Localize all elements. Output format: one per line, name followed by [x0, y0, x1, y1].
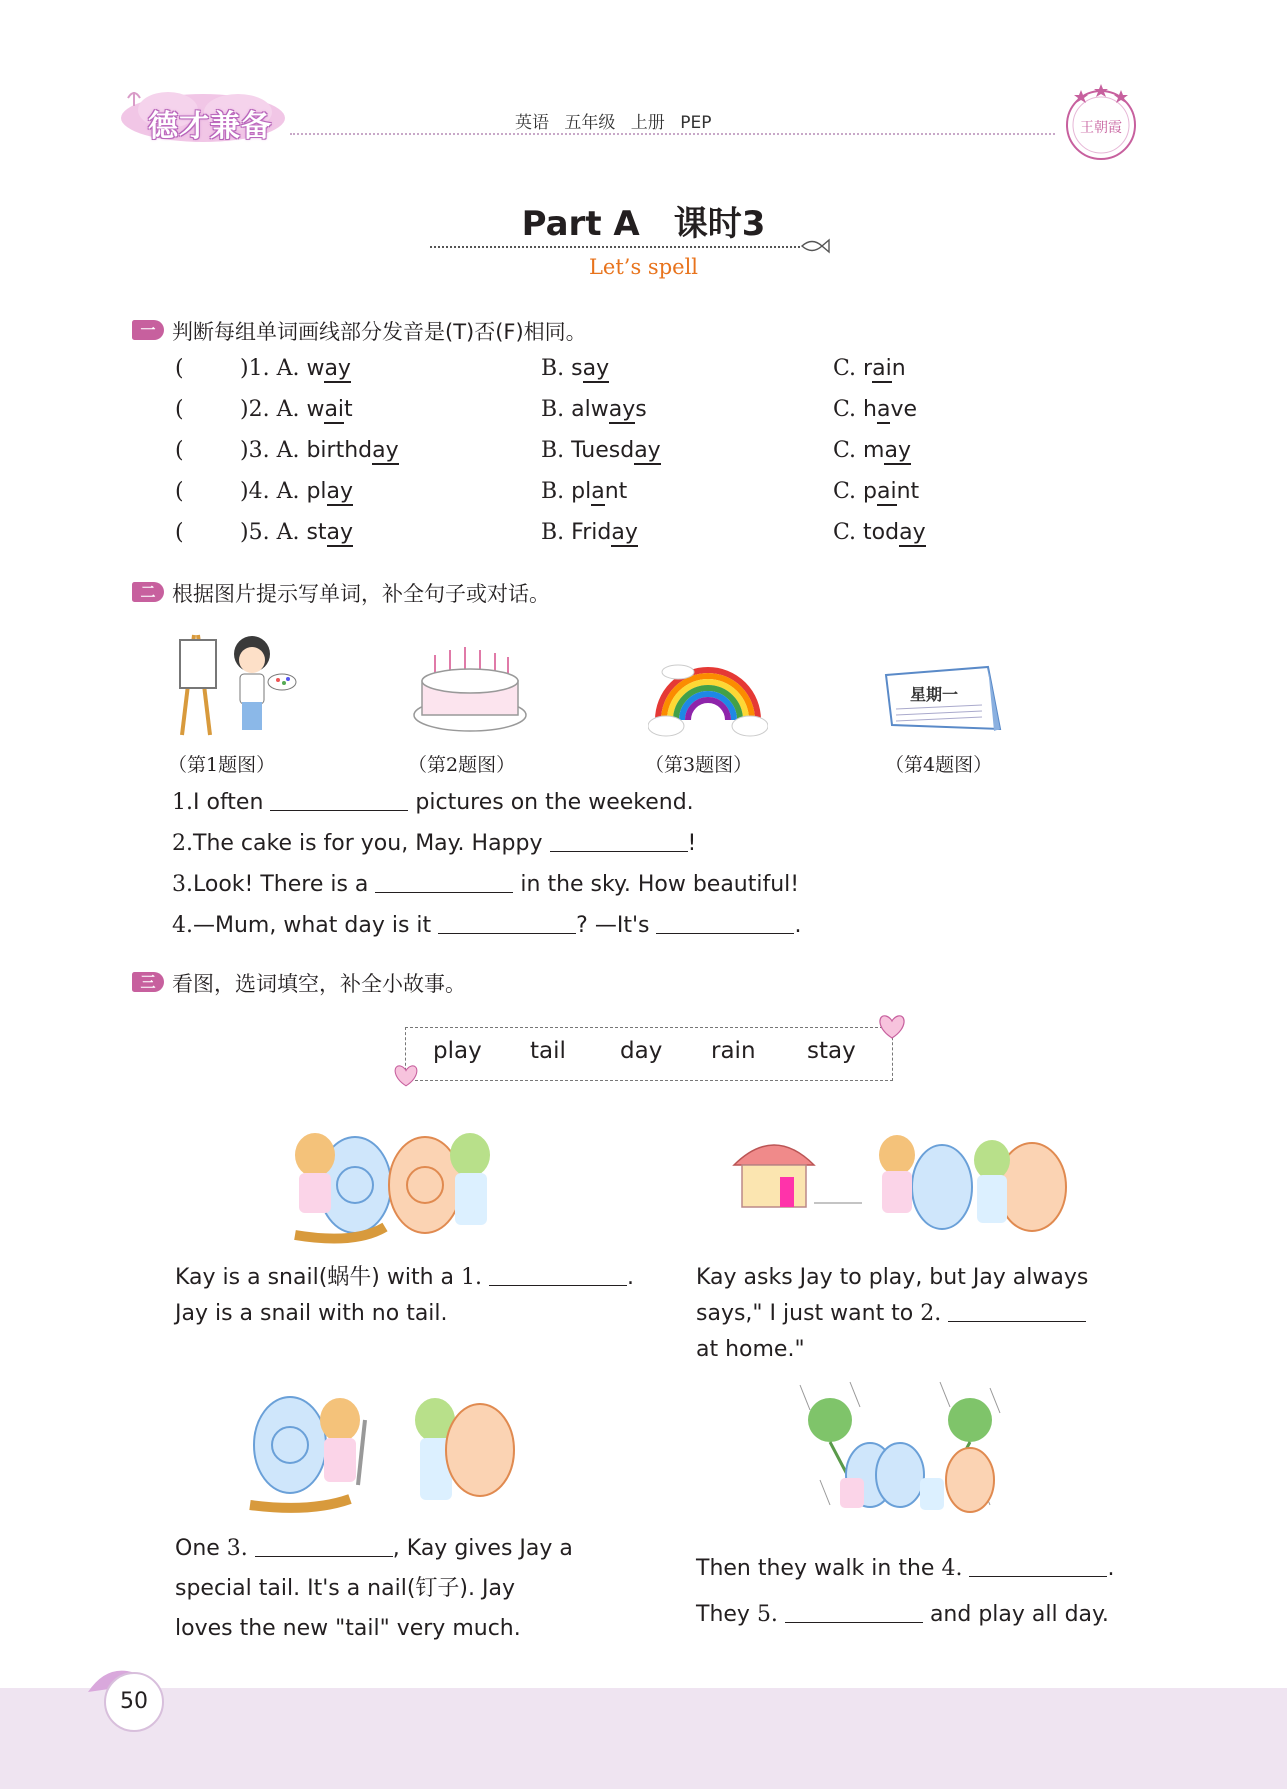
option-c: C. paint	[833, 479, 920, 504]
question-1-row: )3. A. birthday	[240, 438, 399, 463]
answer-blank[interactable]	[969, 1556, 1107, 1577]
answer-paren-slot[interactable]	[196, 395, 240, 421]
answer-blank[interactable]	[550, 831, 688, 852]
heart-ornament-icon	[388, 1060, 424, 1090]
header-subject: 英语 五年级 上册 PEP	[515, 113, 712, 133]
option-b: B. always	[541, 397, 647, 422]
snails-picture-1	[275, 1115, 515, 1245]
page-title: Part A 课时3	[521, 204, 766, 244]
heart-ornament-icon	[872, 1010, 912, 1042]
story-paragraph-1: Kay is a snail(蜗牛) with a 1. . Jay is a snail with no tail.	[175, 1265, 634, 1326]
answer-blank[interactable]	[438, 913, 576, 934]
answer-blank[interactable]	[255, 1536, 393, 1557]
word-bank-word: stay	[807, 1038, 856, 1064]
picture-caption-3: （第3题图）	[645, 754, 753, 776]
question-2-2: 2.The cake is for you, May. Happy !	[172, 831, 697, 856]
answer-paren-slot[interactable]	[196, 354, 240, 380]
calendar-text: 星期一	[910, 685, 959, 704]
option-b: B. plant	[541, 479, 628, 504]
story-paragraph-3: One 3. , Kay gives Jay a special tail. It's a nail(钉子). Jay loves the new "tail" very much.	[175, 1536, 573, 1641]
picture-caption-1: （第1题图）	[168, 754, 276, 776]
answer-blank[interactable]	[375, 872, 513, 893]
fish-ornament-icon	[800, 236, 830, 256]
section-1-title: 判断每组单词画线部分发音是(T)否(F)相同。	[172, 320, 587, 344]
answer-blank[interactable]	[489, 1265, 627, 1286]
rainbow-picture	[648, 660, 768, 740]
story-paragraph-2: Kay asks Jay to play, but Jay always says," I just want to 2. at home."	[696, 1265, 1089, 1362]
question-1-paren: (	[175, 397, 184, 422]
question-1-row: )4. A. play	[240, 479, 354, 504]
question-1-paren: (	[175, 438, 184, 463]
picture-caption-2: （第2题图）	[408, 754, 516, 776]
snails-picture-2	[732, 1115, 1082, 1245]
answer-blank[interactable]	[270, 790, 408, 811]
birthday-cake-picture	[410, 645, 530, 735]
section-1-badge: 一	[132, 320, 164, 340]
boy-painting-picture	[170, 620, 300, 740]
option-c: C. rain	[833, 356, 906, 381]
word-bank-word: day	[620, 1038, 663, 1064]
answer-blank[interactable]	[948, 1301, 1086, 1322]
section-2-badge: 二	[132, 582, 164, 602]
section-2-title: 根据图片提示写单词，补全句子或对话。	[172, 582, 550, 606]
option-b: B. Friday	[541, 520, 638, 545]
question-2-1: 1.I often pictures on the weekend.	[172, 790, 694, 815]
question-1-paren: (	[175, 520, 184, 545]
page-number: 50	[104, 1672, 164, 1732]
section-3-title: 看图，选词填空，补全小故事。	[172, 972, 466, 996]
calendar-picture	[882, 665, 1002, 735]
answer-paren-slot[interactable]	[196, 477, 240, 503]
option-b: B. Tuesday	[541, 438, 661, 463]
header-divider	[290, 133, 1055, 135]
word-bank-word: tail	[530, 1038, 566, 1064]
picture-caption-4: （第4题图）	[885, 754, 993, 776]
answer-blank[interactable]	[656, 913, 794, 934]
section-3-badge: 三	[132, 972, 164, 992]
option-c: C. may	[833, 438, 911, 463]
question-1-row: )5. A. stay	[240, 520, 354, 545]
page-footer-band	[0, 1688, 1287, 1789]
snails-picture-3	[240, 1380, 520, 1515]
word-bank-word: rain	[711, 1038, 756, 1064]
logo-text: 德才兼备	[148, 109, 272, 144]
question-2-4: 4.—Mum, what day is it ? —It's .	[172, 913, 802, 938]
option-b: B. say	[541, 356, 610, 381]
seal-emblem-icon	[1060, 80, 1142, 162]
page-subtitle: Let’s spell	[588, 255, 699, 279]
option-c: C. today	[833, 520, 926, 545]
question-1-row: )1. A. way	[240, 356, 351, 381]
question-1-row: )2. A. wait	[240, 397, 353, 422]
snails-in-rain-picture	[790, 1380, 1020, 1530]
answer-paren-slot[interactable]	[196, 436, 240, 462]
question-2-3: 3.Look! There is a in the sky. How beautiful!	[172, 872, 800, 897]
answer-paren-slot[interactable]	[196, 518, 240, 544]
seal-text: 王朝霞	[1080, 120, 1122, 136]
story-paragraph-4: Then they walk in the 4. . They 5. and play all day.	[696, 1556, 1115, 1627]
option-c: C. have	[833, 397, 918, 422]
title-divider	[430, 246, 800, 248]
question-1-paren: (	[175, 356, 184, 381]
answer-blank[interactable]	[785, 1602, 923, 1623]
word-bank-word: play	[433, 1038, 482, 1064]
question-1-paren: (	[175, 479, 184, 504]
